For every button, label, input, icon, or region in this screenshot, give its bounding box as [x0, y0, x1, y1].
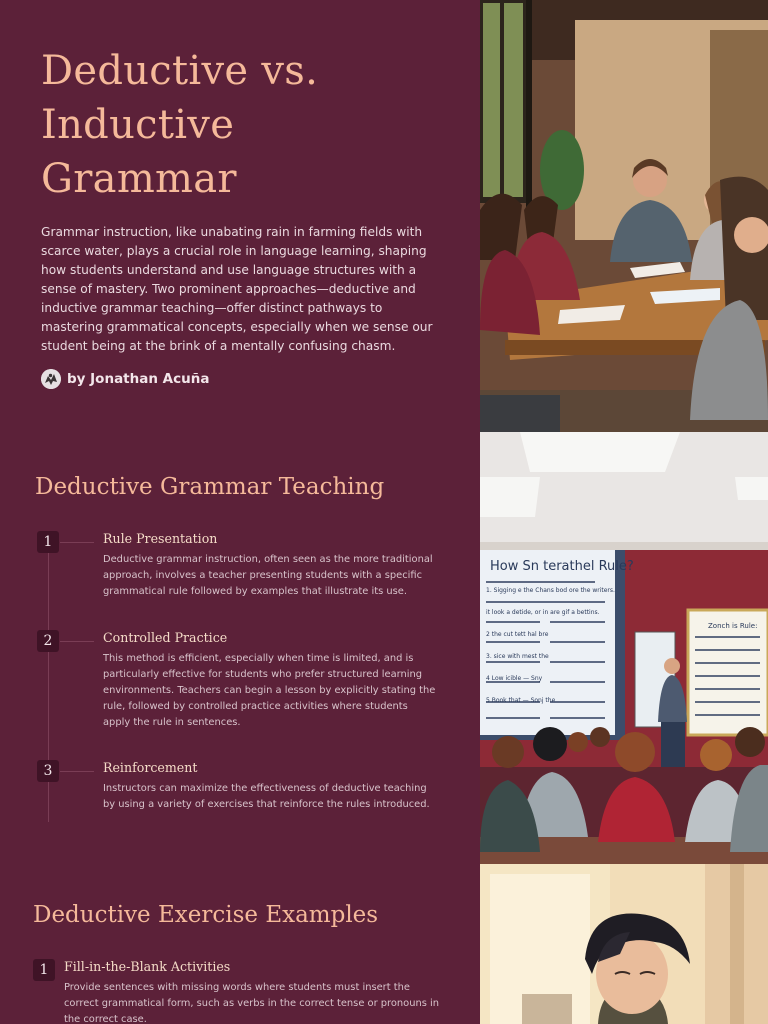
- item-title: Fill-in-the-Blank Activities: [64, 959, 231, 974]
- section-heading: Deductive Grammar Teaching: [35, 474, 385, 500]
- step-number: 2: [37, 630, 59, 652]
- whiteboard-line: 1. Sigging e the Chans bod ore the writers.: [486, 587, 615, 594]
- step-connector: [60, 771, 94, 772]
- classroom-discussion-photo: [480, 0, 768, 432]
- intro-paragraph: Grammar instruction, like unabating rain in farming fields with scarce water, plays a crucial role in language learning, shaping how students understand and use language structures with a sense of mastery. Two prominent approaches—deductive and inductive grammar teaching—offer distinct pathways to mastering grammatical concepts, especially when we sense our student being at the brink of a mentally confusing chasm.: [41, 225, 433, 353]
- deductive-text-panel: [0, 432, 480, 864]
- step-title: Rule Presentation: [103, 531, 218, 546]
- whiteboard-line: 4 Low icible — Sny: [486, 675, 543, 682]
- step-connector: [60, 542, 94, 543]
- step-connector: [60, 641, 94, 642]
- side-board-title: Zonch is Rule:: [708, 622, 758, 630]
- lecture-classroom-photo: [480, 432, 768, 864]
- author-byline[interactable]: [41, 369, 209, 389]
- section-heading: Deductive Exercise Examples: [33, 902, 379, 928]
- whiteboard-line: 5 Book that — Sonj the: [486, 697, 556, 704]
- item-number: 1: [33, 959, 55, 981]
- whiteboard-line: it look a detide, or in are gif a bettins.: [486, 609, 600, 616]
- author-avatar: [41, 369, 61, 389]
- page-title: Deductive vs. Inductive Grammar: [41, 48, 319, 202]
- step-body: Instructors can maximize the effectiveness of deductive teaching by using a variety of exercises that reinforce the rules introduced.: [103, 783, 430, 810]
- step-body: This method is efficient, especially when time is limited, and is particularly effective for students who prefer structured learning environments. Teachers can begin a lesson by explicitly stating the rule, followed by controlled practice activities where students apply the rule in sentences.: [103, 653, 436, 728]
- whiteboard-heading: How Sn terathel Rule?: [490, 559, 634, 574]
- whiteboard-line: 2 the cut tett hal bre: [486, 631, 549, 638]
- student-portrait-illustration: [480, 864, 768, 1024]
- step-number: 3: [37, 760, 59, 782]
- item-body: Provide sentences with missing words where students must insert the correct grammatical form, such as verbs in the correct tense or pronouns in the correct case.: [64, 982, 440, 1024]
- author-name: by Jonathan Acuña: [67, 371, 210, 387]
- step-number: 1: [37, 531, 59, 553]
- exercise-examples-slide: [0, 864, 768, 1024]
- exercise-text-panel: [0, 864, 480, 1024]
- deductive-teaching-slide: [0, 432, 768, 864]
- step-body: Deductive grammar instruction, often seen as the more traditional approach, involves a teacher presenting students with a specific grammatical rule followed by examples that illustrate its use.: [103, 554, 433, 597]
- title-panel: [0, 0, 480, 432]
- title-slide: [0, 0, 768, 432]
- step-title: Reinforcement: [103, 760, 198, 775]
- step-title: Controlled Practice: [103, 630, 228, 645]
- whiteboard-line: 3. sice with mest the: [486, 653, 549, 660]
